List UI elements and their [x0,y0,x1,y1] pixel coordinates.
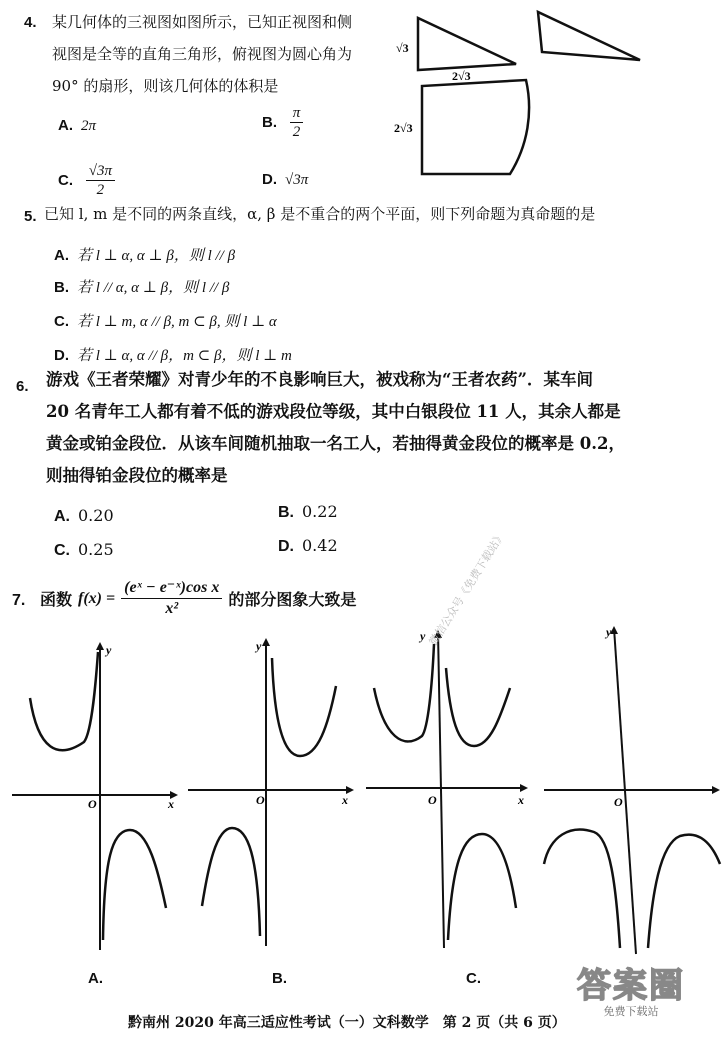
label-gap-2sqrt3: 2√3 [452,69,471,83]
q5-option-a: A. 若 l ⊥ α, α ⊥ β，则 l // β [54,247,236,264]
label-top-2sqrt3: 2√3 [394,121,413,135]
q5-option-b: B. 若 l // α, α ⊥ β，则 l // β [54,279,230,296]
q4-three-view-figure [390,4,720,184]
top-view-sector [422,80,529,174]
q6-stem-line-1: 游戏《王者荣耀》对青少年的不良影响巨大，被戏称为“王者农药”．某车间 [46,370,593,389]
q5-stem: 已知 l, m 是不同的两条直线，α, β 是不重合的两个平面，则下列命题为真命题的是 [44,205,596,223]
svg-text:O: O [88,797,97,811]
svg-text:y: y [606,625,612,639]
svg-text:x: x [342,793,348,807]
stamp-logo [556,958,706,1019]
q7-graph-b [186,636,366,956]
q6-stem-line-4: 则抽得铂金段位的概率是 [46,466,228,485]
q4-option-a: A. 2π [58,117,97,134]
label-front-sqrt3: √3 [396,41,409,55]
stamp-subtitle: 免费下载站 [603,1005,659,1018]
q4-stem-line-2: 视图是全等的直角三角形，俯视图为圆心角为 [52,45,353,63]
side-view-triangle [538,12,640,60]
q7-stem [40,578,356,619]
q7-graph-a [8,640,188,960]
q6-option-d: D. 0.42 [278,536,338,555]
q4-number: 4. [24,14,37,31]
q7-fx: f(x) = [78,589,116,607]
q5-option-c: C. 若 l ⊥ m, α // β, m ⊂ β, 则 l ⊥ α [54,313,277,330]
svg-text:y: y [420,629,426,643]
q7-graph-c [364,628,544,958]
q6-option-a: A. 0.20 [54,506,114,525]
q7-choice-a: A. [88,970,103,987]
q4-stem-line-3: 90° 的扇形，则该几何体的体积是 [52,77,279,95]
q6-option-c: C. 0.25 [54,540,114,559]
svg-text:x: x [168,797,174,811]
q7-choice-b: B. [272,970,287,987]
q5-option-d: D. 若 l ⊥ α, α // β，m ⊂ β，则 l ⊥ m [54,347,292,364]
svg-text:O: O [614,795,623,809]
svg-text:x: x [518,793,524,807]
q4-stem [52,6,382,102]
q6-stem-line-3: 黄金或铂金段位．从该车间随机抽取一名工人，若抽得黄金段位的概率是 0.2， [46,434,625,453]
page-footer: 黔南州 2020 年高三适应性考试（一）文科数学 第 2 页（共 6 页） [128,1015,566,1031]
svg-text:y: y [256,639,262,653]
q4-option-d: D. √3π [262,171,309,188]
q7-choice-c: C. [466,970,481,987]
q6-stem [46,364,716,492]
front-view-triangle [418,18,516,70]
watermark-text: 微信公众号《免费下载站》 [426,529,508,648]
q4-option-b: B. $\frac{\pi}{2}$ [262,104,303,141]
q4-stem-line-1: 某几何体的三视图如图所示，已知正视图和侧 [52,13,353,31]
q5-number: 5. [24,208,37,225]
svg-text:O: O [428,793,437,807]
q7-number: 7. [12,592,26,609]
svg-text:y: y [106,643,112,657]
q6-stem-line-2: 20 名青年工人都有着不低的游戏段位等级，其中白银段位 11 人，其余人都是 [46,402,621,421]
q7-graph-d [540,624,724,960]
stamp-title: 答案圈 [577,966,685,1006]
q6-number: 6. [16,378,29,395]
q7-formula: $\frac{\text{(eˣ − e⁻ˣ)cos x}}{\text{x²}}$ [121,578,222,619]
q4-option-c: C. $\frac{√3\pi}{2}$ [58,162,115,199]
q6-option-b: B. 0.22 [278,502,338,521]
svg-text:O: O [256,793,265,807]
q7-tail: 的部分图象大致是 [228,590,357,609]
q7-lead: 函数 [40,590,73,609]
